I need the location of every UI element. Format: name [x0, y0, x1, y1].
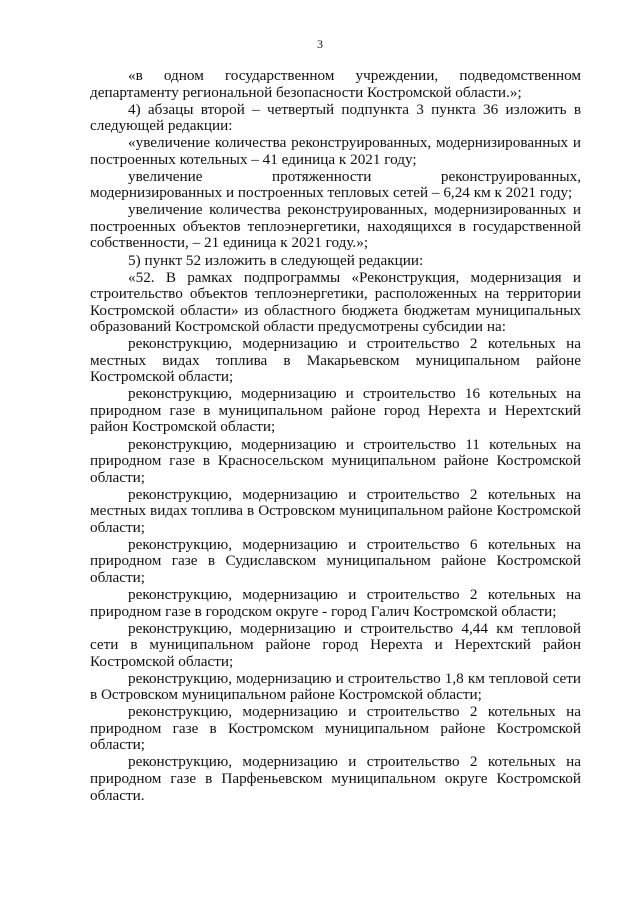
paragraph: 5) пункт 52 изложить в следующей редакции: — [128, 251, 424, 269]
paragraph: увеличение количества реконструированных, модернизированных и построенных объектов теплоэнергетики, находящихся в государственной собственности, – 21 единица к 2021 году.»; — [90, 201, 581, 252]
paragraph: реконструкцию, модернизацию и строительство 2 котельных на местных видах топлива в Макарьевском муниципальном районе Костромской области; — [90, 335, 581, 386]
paragraph: реконструкцию, модернизацию и строительство 2 котельных на природном газе в Костромском муниципальном районе Костромской области; — [90, 703, 581, 754]
paragraph: реконструкцию, модернизацию и строительство 6 котельных на природном газе в Судиславском муниципальном районе Костромской области; — [90, 535, 581, 586]
paragraph: «в одном государственном учреждении, подведомственном департаменту региональной безопасности Костромской области.»; — [90, 67, 581, 101]
document-body — [90, 68, 581, 805]
paragraph: «увеличение количества реконструированных, модернизированных и построенных котельных – 41 единица к 2021 году; — [90, 134, 581, 168]
paragraph: «52. В рамках подпрограммы «Реконструкция, модернизация и строительство объектов теплоэнергетики, расположенных на территории Костромской области» из областного бюджета бюджетам муниципальных образований Костромской области предусмотрены субсидии на: — [90, 268, 581, 336]
paragraph: реконструкцию, модернизацию и строительство 2 котельных на природном газе в городском округе - город Галич Костромской области; — [90, 585, 581, 620]
page-number: 3 — [317, 37, 323, 51]
paragraph: реконструкцию, модернизацию и строительство 11 котельных на природном газе в Красносельском муниципальном районе Костромской области; — [90, 435, 581, 486]
paragraph: реконструкцию, модернизацию и строительство 4,44 км тепловой сети в муниципальном районе город Нерехта и Нерехтский район Костромской области; — [90, 619, 581, 670]
paragraph: увеличение протяженности реконструированных, модернизированных и построенных тепловых сетей – 6,24 км к 2021 году; — [90, 167, 581, 202]
paragraph: реконструкцию, модернизацию и строительство 1,8 км тепловой сети в Островском муниципальном районе Костромской области; — [90, 669, 581, 704]
paragraph: 4) абзацы второй – четвертый подпункта 3 пункта 36 изложить в следующей редакции: — [90, 100, 581, 135]
paragraph: реконструкцию, модернизацию и строительство 2 котельных на природном газе в Парфеньевском муниципальном округе Костромской области. — [90, 753, 581, 804]
paragraph: реконструкцию, модернизацию и строительство 2 котельных на местных видах топлива в Островском муниципальном районе Костромской области; — [90, 485, 581, 536]
paragraph: реконструкцию, модернизацию и строительство 16 котельных на природном газе в муниципальном районе город Нерехта и Нерехтский район Костромской области; — [90, 385, 581, 436]
